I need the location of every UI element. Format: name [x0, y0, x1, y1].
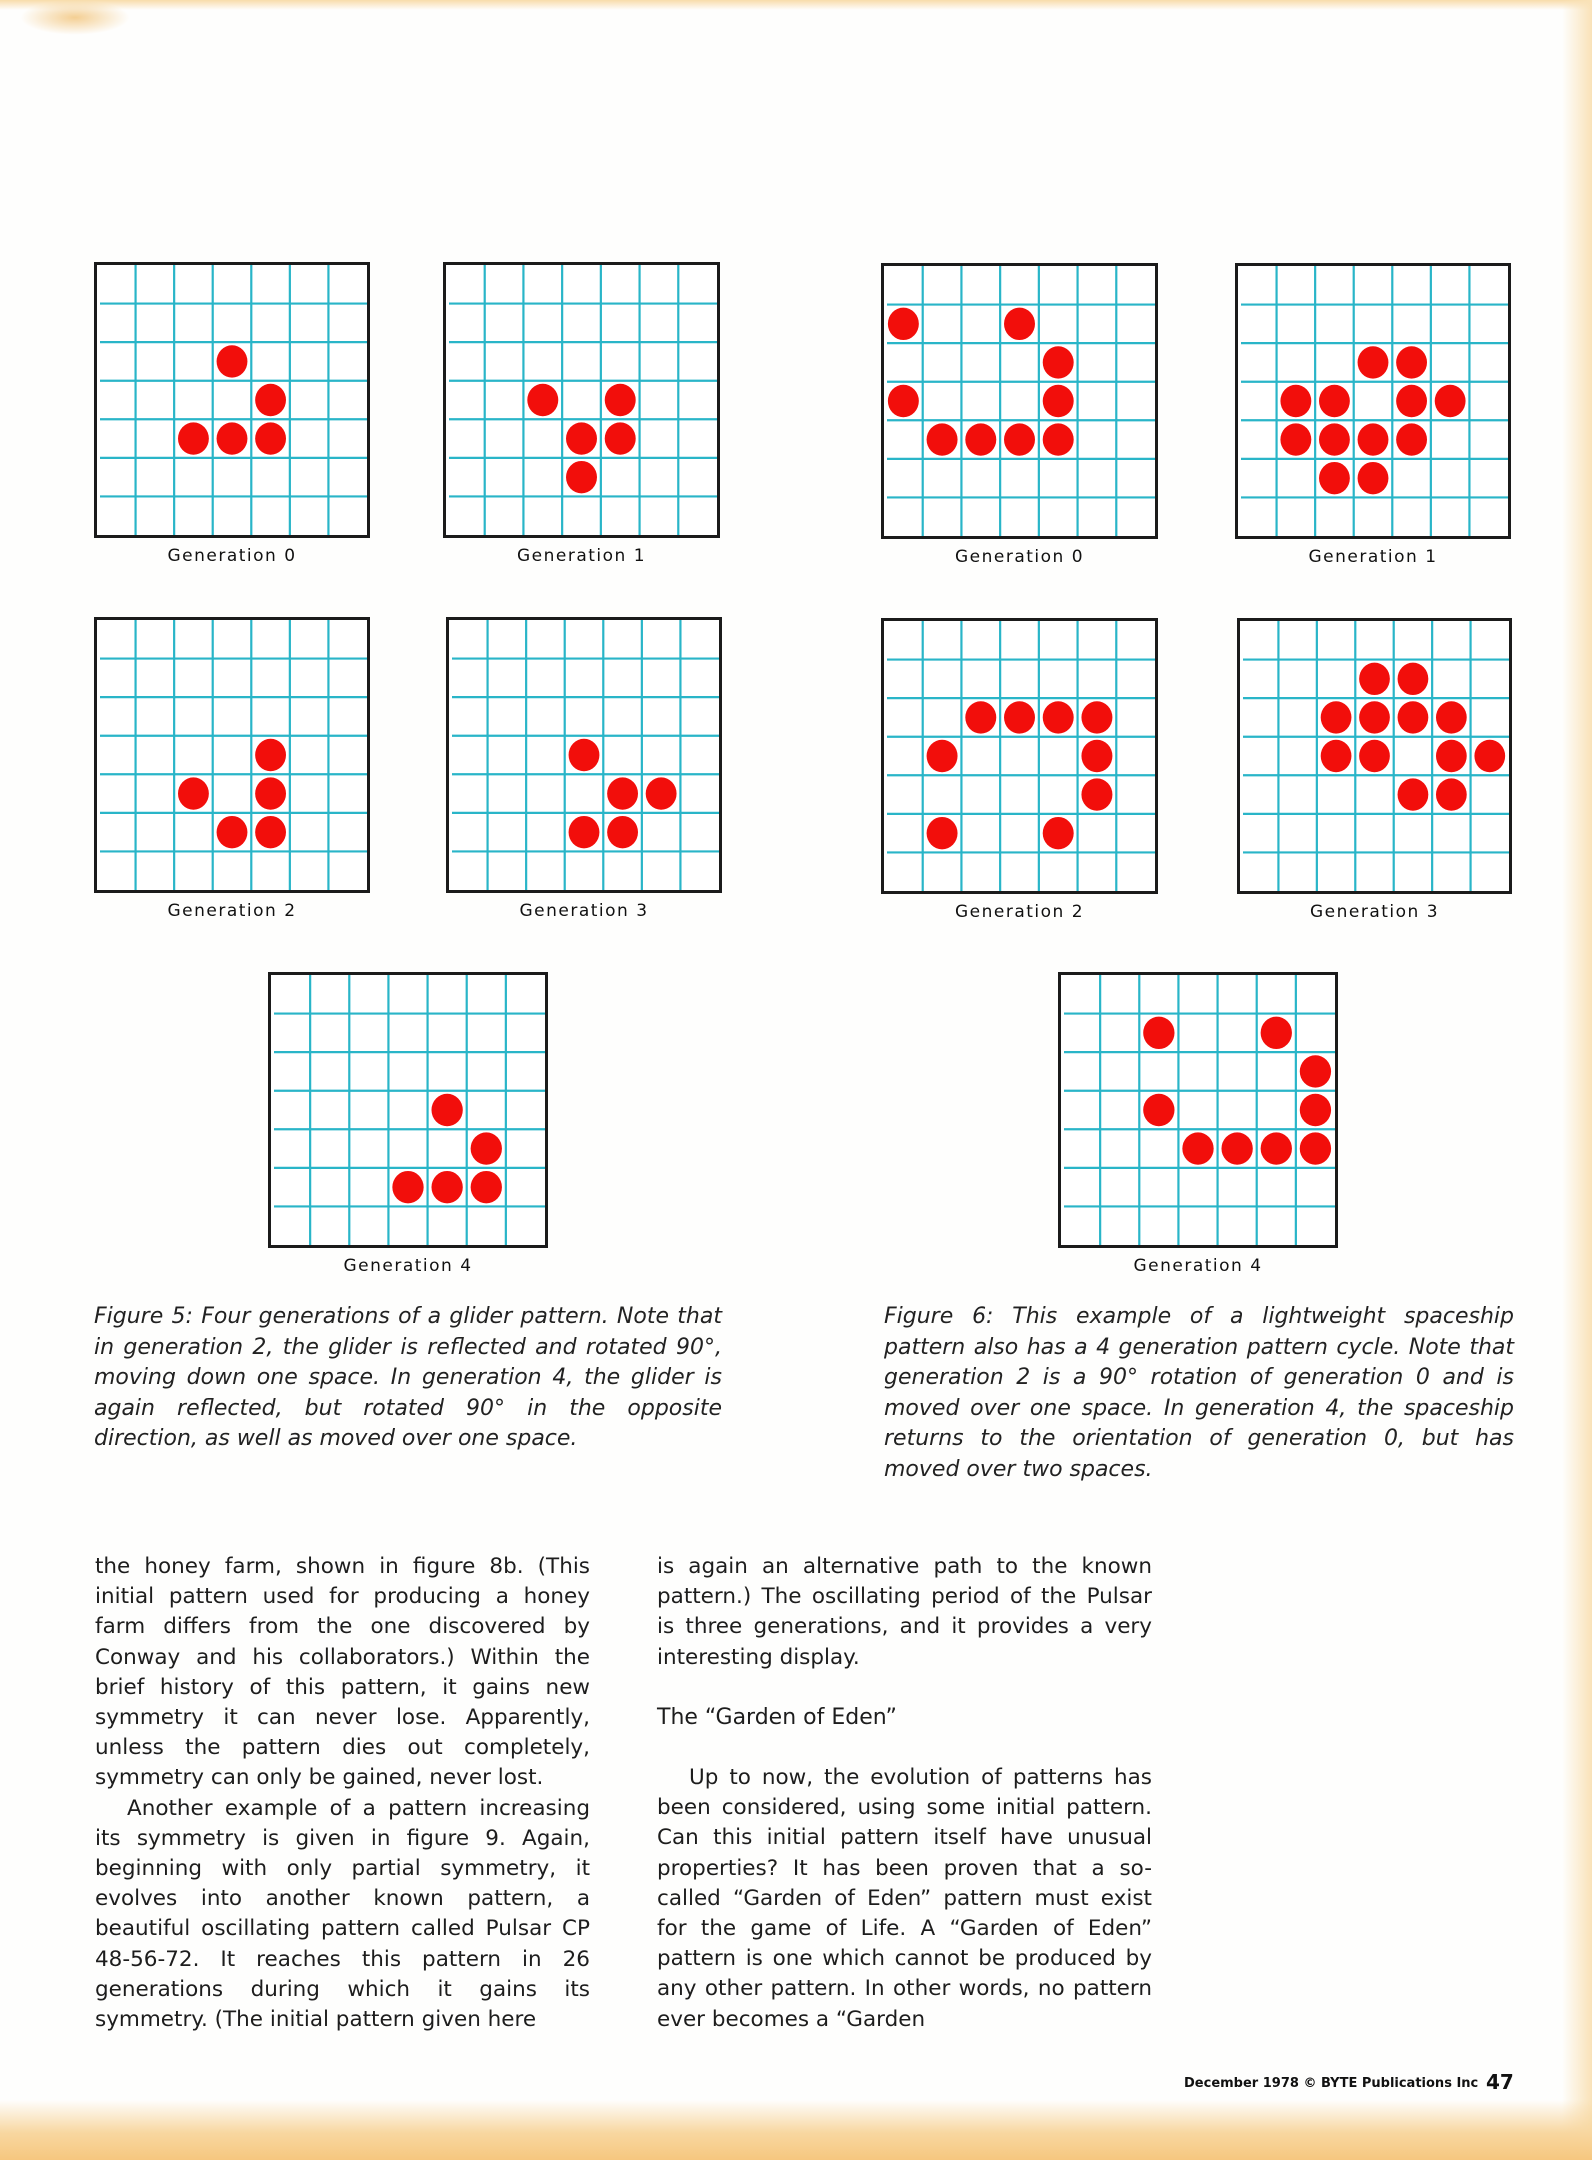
live-cell	[1004, 308, 1035, 340]
live-cell	[1081, 701, 1112, 733]
live-cell	[1280, 385, 1311, 417]
live-cell	[255, 739, 286, 771]
generation-label: Generation 3	[1309, 902, 1440, 922]
live-cell	[255, 422, 286, 454]
generation-label: Generation 3	[519, 901, 649, 921]
grid-lines	[1238, 266, 1508, 536]
grid-lines	[1061, 975, 1335, 1245]
spaceship-generation-1	[1235, 263, 1511, 579]
live-cell	[1436, 778, 1467, 810]
live-cell	[1221, 1132, 1252, 1164]
live-cell	[569, 816, 600, 848]
life-grid	[1058, 972, 1338, 1248]
live-cell	[1182, 1132, 1213, 1164]
live-cell	[217, 422, 248, 454]
live-cell	[431, 1094, 462, 1126]
grid-lines	[884, 621, 1155, 891]
live-cell	[1435, 385, 1466, 417]
generation-label: Generation 4	[343, 1256, 473, 1276]
body-paragraph: is again an alternative path to the known pattern.) The oscillating period of the Pulsar is three generations, and it provides a very interesting display.	[657, 1554, 1152, 1670]
live-cell	[1261, 1017, 1292, 1049]
glider-generation-4	[268, 972, 548, 1288]
live-cell	[1436, 740, 1467, 772]
live-cell	[1043, 701, 1074, 733]
live-cell	[1319, 385, 1350, 417]
live-cell	[1474, 740, 1505, 772]
live-cell	[605, 422, 636, 454]
generation-label: Generation 0	[954, 547, 1085, 567]
live-cell	[255, 777, 286, 809]
live-cell	[566, 422, 597, 454]
grid-lines	[449, 620, 719, 890]
live-cell	[1081, 740, 1112, 772]
live-cell	[888, 308, 919, 340]
glider-generation-1	[443, 262, 720, 578]
live-cell	[255, 384, 286, 416]
live-cell	[1043, 385, 1074, 417]
generation-label: Generation 0	[167, 546, 297, 566]
live-cell	[1143, 1094, 1174, 1126]
live-cell	[1321, 701, 1352, 733]
live-cell	[1398, 778, 1429, 810]
live-cell	[1280, 423, 1311, 455]
live-cell	[1300, 1055, 1331, 1087]
page-stain-bottom	[0, 2100, 1592, 2160]
live-cell	[392, 1171, 423, 1203]
live-cell	[1043, 346, 1074, 378]
live-cell	[1321, 740, 1352, 772]
section-heading: The “Garden of Eden”	[657, 1704, 897, 1730]
figure-5-caption: Figure 5: Four generations of a glider pattern. Note that in generation 2, the glider is reflected and rotated 90°, moving down one space. In generation 4, the glider is again reflected, but rotated 90° in the opposite direction, as well as moved over one space.	[94, 1304, 722, 1451]
grid-lines	[884, 266, 1155, 536]
life-grid	[881, 618, 1158, 894]
spaceship-generation-0	[881, 263, 1158, 579]
body-paragraph: Up to now, the evolution of patterns has been considered, using some initial pattern. Can this initial pattern itself have unusual properties? It has been proven that a so-called “Garden of Eden” pattern must exist for the game of Life. A “Garden of Eden” pattern is one which cannot be produced by any other pattern. In other words, no pattern ever becomes a “Garden	[657, 1765, 1152, 2032]
footer-credit: December 1978 © BYTE Publications Inc	[1184, 2076, 1479, 2091]
live-cell	[1398, 701, 1429, 733]
live-cell	[1319, 462, 1350, 494]
grid-lines	[1240, 621, 1509, 891]
live-cell	[569, 739, 600, 771]
live-cell	[1043, 423, 1074, 455]
live-cell	[1300, 1132, 1331, 1164]
live-cell	[471, 1171, 502, 1203]
generation-label: Generation 1	[516, 546, 647, 566]
live-cell	[646, 777, 677, 809]
live-cell	[1436, 701, 1467, 733]
live-cell	[1396, 385, 1427, 417]
live-cell	[888, 385, 919, 417]
live-cell	[566, 461, 597, 493]
live-cell	[217, 345, 248, 377]
live-cell	[927, 817, 958, 849]
live-cell	[217, 816, 248, 848]
live-cell	[1358, 346, 1389, 378]
live-cell	[178, 777, 209, 809]
live-cell	[1143, 1017, 1174, 1049]
page-stain-right	[1562, 0, 1592, 2160]
live-cell	[965, 423, 996, 455]
live-cell	[471, 1132, 502, 1164]
live-cell	[527, 384, 558, 416]
generation-label: Generation 2	[954, 902, 1085, 922]
life-grid	[94, 617, 370, 893]
live-cell	[1081, 778, 1112, 810]
life-grid	[881, 263, 1158, 539]
life-grid	[443, 262, 720, 538]
live-cell	[1043, 817, 1074, 849]
life-grid	[1237, 618, 1512, 894]
grid-lines	[97, 620, 367, 890]
live-cell	[965, 701, 996, 733]
spaceship-generation-4	[1058, 972, 1338, 1288]
spaceship-generation-3	[1237, 618, 1512, 934]
live-cell	[1398, 663, 1429, 695]
live-cell	[1359, 701, 1390, 733]
grid-lines	[446, 265, 717, 535]
live-cell	[1004, 423, 1035, 455]
live-cell	[1358, 423, 1389, 455]
live-cell	[1004, 701, 1035, 733]
live-cell	[1358, 462, 1389, 494]
spaceship-generation-2	[881, 618, 1158, 934]
page-stain-top	[0, 0, 1592, 10]
live-cell	[178, 422, 209, 454]
life-grid	[446, 617, 722, 893]
live-cell	[1396, 423, 1427, 455]
glider-generation-2	[94, 617, 370, 933]
live-cell	[605, 384, 636, 416]
page-number: 47	[1486, 2070, 1514, 2094]
live-cell	[607, 777, 638, 809]
live-cell	[1396, 346, 1427, 378]
body-column-left	[95, 1552, 590, 2035]
body-column-right	[657, 1552, 1152, 2035]
grid-lines	[97, 265, 367, 535]
live-cell	[1319, 423, 1350, 455]
grid-lines	[271, 975, 545, 1245]
figure-6-caption: Figure 6: This example of a lightweight spaceship pattern also has a 4 generation pattern cycle. Note that generation 2 is a 90° rotation of generation 0 and is moved over one space. In generation 4, the spaceship returns to the orientation of generation 0, but has moved over two spaces.	[884, 1304, 1514, 1482]
page-stain-corner	[20, 0, 130, 35]
life-grid	[1235, 263, 1511, 539]
live-cell	[1300, 1094, 1331, 1126]
generation-label: Generation 2	[167, 901, 297, 921]
live-cell	[431, 1171, 462, 1203]
live-cell	[255, 816, 286, 848]
life-grid	[268, 972, 548, 1248]
body-paragraph: Another example of a pattern increasing its symmetry is given in figure 9. Again, beginning with only partial symmetry, it evolves into another known pattern, a beautiful oscillating pattern called Pulsar CP 48-56-72. It reaches this pattern in 26 generations during which it gains its symmetry. (The initial pattern given here	[95, 1795, 590, 2033]
live-cell	[1359, 663, 1390, 695]
live-cell	[1261, 1132, 1292, 1164]
generation-label: Generation 4	[1133, 1256, 1263, 1276]
body-paragraph: the honey farm, shown in figure 8b. (This initial pattern used for producing a honey farm differs from the one discovered by Conway and his collaborators.) Within the brief history of this pattern, it gains new symmetry it can never lose. Apparently, unless the pattern dies out completely, symmetry can only be gained, never lost.	[95, 1554, 590, 1791]
generation-label: Generation 1	[1308, 547, 1438, 567]
glider-generation-3	[446, 617, 722, 933]
live-cell	[927, 740, 958, 772]
life-grid	[94, 262, 370, 538]
live-cell	[927, 423, 958, 455]
live-cell	[1359, 740, 1390, 772]
glider-generation-0	[94, 262, 370, 578]
live-cell	[607, 816, 638, 848]
